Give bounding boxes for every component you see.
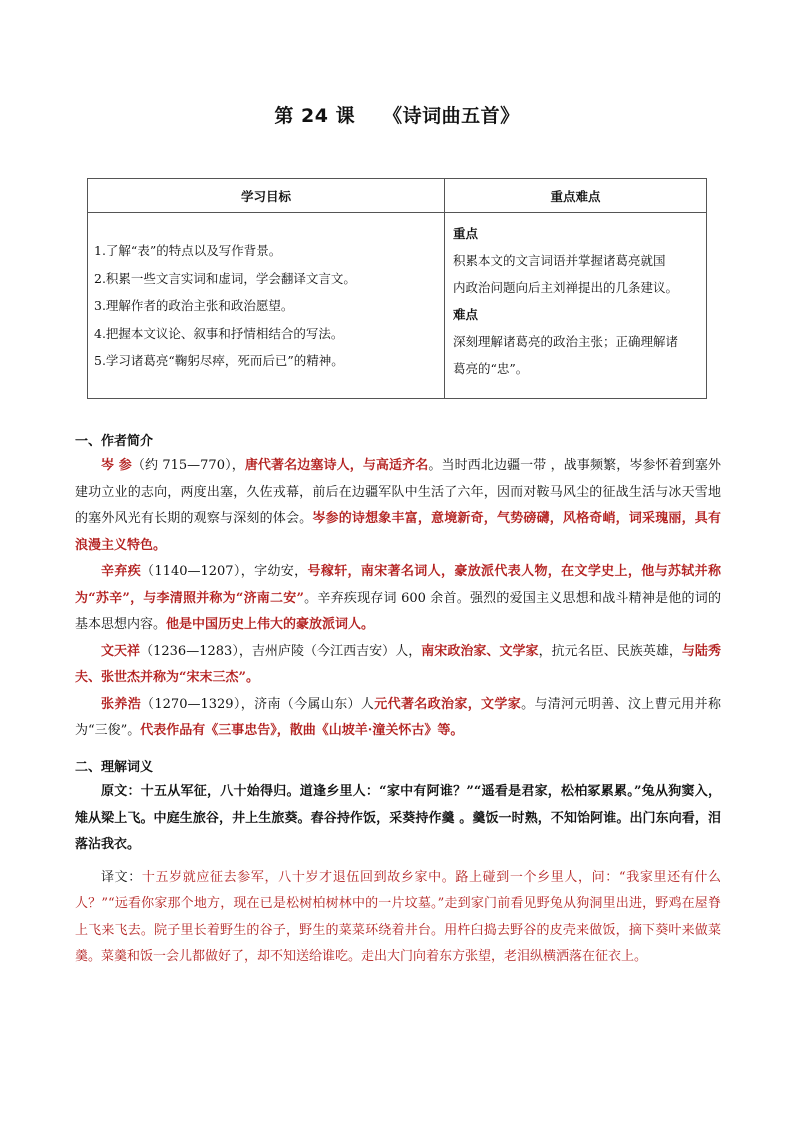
goals-table — [87, 178, 707, 399]
key-label: 重点 — [453, 226, 479, 241]
author-name: 辛弃疾 — [101, 564, 142, 579]
text-run: 。当时西北边疆一带 ，战事频繁，岑参怀着到塞外建功立业的志向，两度出塞，久佐戎幕，前后在边疆军队中生活了六年，因而对鞍马风尘的征战生活与冰天雪地的塞外风光有长期的观察与深刻的体会。 — [75, 458, 721, 526]
highlight-run: 号稼轩，南宋著名词人，豪放派代表人物，在文学史上，他与苏轼并称为“苏辛”，与李清照并称为“济南二安” — [75, 564, 721, 606]
goal-item: 1.了解“表”的特点以及写作背景。 — [94, 243, 282, 258]
highlight-run: 岑参的诗想象丰富，意境新奇，气势磅礴，风格奇峭，词采瑰丽，具有浪漫主义特色。 — [75, 511, 721, 553]
text-run: （1236—1283），吉州庐陵（今江西吉安）人， — [140, 643, 422, 659]
section-heading-vocab: 二、理解词义 — [75, 760, 154, 775]
text-run: （约 715—770）， — [131, 458, 245, 473]
highlight-run: 与陆秀夫、张世杰并称为“宋末三杰”。 — [75, 643, 721, 685]
difficult-line: 葛亮的“忠”。 — [453, 361, 529, 376]
goal-item: 5.学习诸葛亮“鞠躬尽瘁，死而后已”的精神。 — [94, 353, 344, 368]
lesson-name: 《诗词曲五首》 — [383, 105, 520, 127]
key-points-cell — [445, 213, 707, 399]
text-run: （1140—1207），字幼安， — [141, 564, 308, 579]
key-points-header: 重点难点 — [445, 179, 707, 213]
highlight-run: 他是中国历史上伟大的豪放派词人。 — [166, 617, 375, 632]
difficult-line: 深刻理解诸葛亮的政治主张；正确理解诸 — [453, 334, 679, 349]
key-line: 内政治问题向后主刘禅提出的几条建议。 — [453, 280, 679, 295]
translation-label: 译文： — [101, 869, 142, 885]
text-run: （1270—1329），济南（今属山东）人 — [141, 696, 375, 712]
text-run: 。辛弃疾现存词 600 余首。强烈的爱国主义思想和战斗精神是他的词的基本思想内容。 — [75, 590, 721, 632]
translation-text: 十五岁就应征去参军，八十岁才退伍回到故乡家中。路上碰到一个乡里人，问：“我家里还有什么人？”“远看你家那个地方，现在已是松树柏树林中的一片坟墓。”走到家门前看见野兔从狗洞里出进，野鸡在屋脊上飞来飞去。院子里长着野生的谷子，野生的菜菜环绕着井台。用杵臼捣去野谷的皮壳来做饭，摘下葵叶来做菜羹。菜羹和饭一会儿都做好了，却不知送给谁吃。走出大门向着东方张望，老泪纵横洒落在征衣上。 — [75, 869, 721, 964]
goals-header: 学习目标 — [88, 179, 445, 213]
original-text-paragraph — [75, 779, 721, 859]
difficult-label: 难点 — [453, 307, 479, 322]
section-heading-author: 一、作者简介 — [75, 434, 154, 449]
author-wen-paragraph — [75, 639, 721, 692]
original-label: 原文： — [101, 784, 141, 799]
highlight-run: 南宋政治家、文学家 — [421, 643, 539, 659]
author-cen-paragraph — [75, 453, 721, 559]
goal-item: 3.理解作者的政治主张和政治愿望。 — [94, 298, 294, 313]
author-zhang-paragraph — [75, 692, 721, 745]
text-run: ，抗元名臣、民族英雄， — [538, 643, 682, 659]
highlight-run: 代表作品有《三事忠告》，散曲《山坡羊·潼关怀古》等。 — [140, 723, 464, 738]
highlight-run: 元代著名政治家，文学家 — [374, 696, 522, 712]
lesson-number: 第 24 课 — [274, 105, 356, 127]
author-name: 岑 参 — [101, 458, 132, 473]
goal-item: 4.把握本文议论、叙事和抒情相结合的写法。 — [94, 325, 344, 341]
highlight-run: 唐代著名边塞诗人，与高适齐名 — [244, 458, 429, 473]
vocab-section — [75, 779, 721, 971]
page-title — [0, 101, 794, 128]
author-name: 张养浩 — [101, 696, 142, 712]
author-name: 文天祥 — [101, 643, 141, 659]
goals-cell — [88, 213, 445, 399]
original-text: 十五从军征，八十始得归。道逢乡里人：“家中有阿谁？”“遥看是君家，松柏冢累累。”兔从狗窦入，雉从梁上飞。中庭生旅谷，井上生旅葵。舂谷持作饭，采葵持作羹 。羹饭一时熟，不知饴阿谁。出门东向看，泪落沾我衣。 — [75, 784, 721, 852]
text-run: 。与清河元明善、汶上曹元用并称为“三俊”。 — [75, 696, 721, 738]
translation-paragraph — [75, 865, 721, 971]
key-line: 积累本文的文言词语并掌握诸葛亮就国 — [453, 253, 666, 268]
author-section — [75, 453, 721, 745]
author-xin-paragraph — [75, 559, 721, 639]
goal-item: 2.积累一些文言实词和虚词，学会翻译文言文。 — [94, 270, 356, 286]
